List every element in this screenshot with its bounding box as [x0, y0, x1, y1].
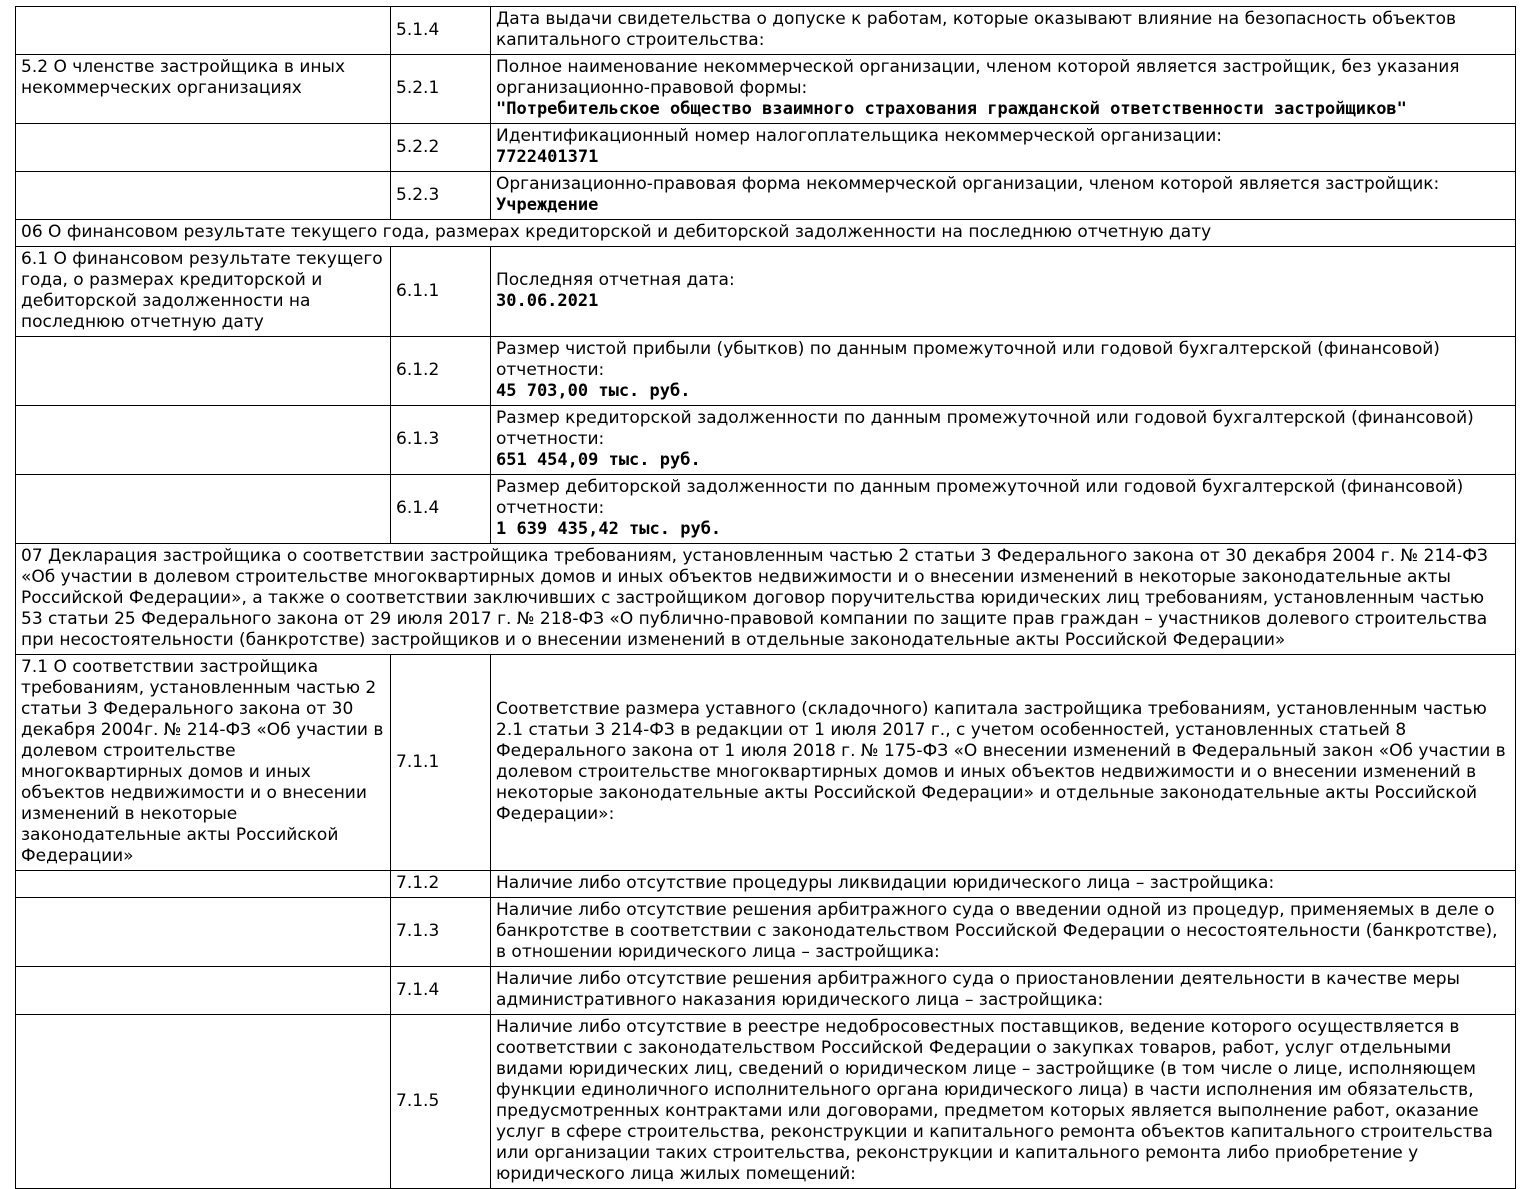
item-number: 7.1.2: [391, 871, 491, 898]
content-cell: [491, 1015, 1516, 1189]
section-header-row: [16, 544, 1516, 655]
item-number: 6.1.2: [391, 337, 491, 406]
declaration-table: [15, 6, 1516, 1189]
item-number: 6.1.4: [391, 475, 491, 544]
section-cell: [16, 124, 391, 172]
field-value: Учреждение: [496, 195, 599, 215]
section-cell: 6.1 О финансовом результате текущего года, о размерах кредиторской и дебиторской задолженности на последнюю отчетную дату: [16, 247, 391, 337]
field-value: 1 639 435,42 тыс. руб.: [496, 519, 722, 539]
field-value: 7722401371: [496, 147, 599, 167]
field-value: "Потребительское общество взаимного страхования гражданской ответственности застройщиков": [496, 99, 1407, 119]
section-header: 06 О финансовом результате текущего года, размерах кредиторской и дебиторской задолженности на последнюю отчетную дату: [16, 220, 1516, 247]
table-row: [16, 172, 1516, 220]
field-label: Идентификационный номер налогоплательщика некоммерческой организации:: [496, 126, 1222, 146]
section-cell: [16, 871, 391, 898]
table-row: [16, 124, 1516, 172]
section-cell: [16, 172, 391, 220]
field-label: Дата выдачи свидетельства о допуске к работам, которые оказывают влияние на безопасность объектов капитального строительства:: [496, 9, 1456, 50]
table-row: [16, 406, 1516, 475]
field-label: Наличие либо отсутствие решения арбитражного суда о введении одной из процедур, применяемых в деле о банкротстве в соответствии с законодательством Российской Федерации о несостоятельности (банкротстве), в отношении юридического лица – застройщика:: [496, 900, 1498, 962]
item-number: 7.1.5: [391, 1015, 491, 1189]
field-label: Соответствие размера уставного (складочного) капитала застройщика требованиям, установленным частью 2.1 статьи 3 214-ФЗ в редакции от 1 июля 2017 г., с учетом особенностей, установленных статьей 8 Федерального закона от 1 июля 2018 г. № 175-ФЗ «О внесении изменений в Федеральный закон «Об участии в долевом строительстве многоквартирных домов и иных объектов недвижимости и о внесении изменений в некоторые законодательные акты Российской Федерации» и отдельные законодательные акты Российской Федерации»:: [496, 699, 1506, 824]
table-row: [16, 1015, 1516, 1189]
content-cell: [491, 124, 1516, 172]
section-cell: 7.1 О соответствии застройщика требованиям, установленным частью 2 статьи 3 Федерального закона от 30 декабря 2004г. № 214-ФЗ «Об участии в долевом строительстве многоквартирных домов и иных объектов недвижимости и о внесении изменений в некоторые законодательные акты Российской Федерации»: [16, 655, 391, 871]
section-cell: [16, 967, 391, 1015]
item-number: 6.1.1: [391, 247, 491, 337]
table-row: [16, 871, 1516, 898]
section-cell: [16, 1015, 391, 1189]
section-header: 07 Декларация застройщика о соответствии застройщика требованиям, установленным частью 2 статьи 3 Федерального закона от 30 декабря 2004 г. № 214-ФЗ «Об участии в долевом строительстве многоквартирных домов и иных объектов недвижимости и о внесении изменений в некоторые законодательные акты Российской Федерации», а также о соответствии заключивших с застройщиком договор поручительства юридических лиц требованиям, установленным частью 53 статьи 25 Федерального закона от 29 июля 2017 г. № 218-ФЗ «О публично-правовой компании по защите прав граждан – участников долевого строительства при несостоятельности (банкротстве) застройщиков и о внесении изменений в отдельные законодательные акты Российской Федерации»: [16, 544, 1516, 655]
section-cell: [16, 7, 391, 55]
content-cell: [491, 898, 1516, 967]
content-cell: [491, 172, 1516, 220]
field-label: Размер кредиторской задолженности по данным промежуточной или годовой бухгалтерской (финансовой) отчетности:: [496, 408, 1474, 449]
content-cell: [491, 55, 1516, 124]
field-label: Наличие либо отсутствие в реестре недобросовестных поставщиков, ведение которого осуществляется в соответствии с законодательством Российской Федерации о закупках товаров, работ, услуг отдельными видами юридических лиц, сведений о юридическом лице – застройщике (в том числе о лице, исполняющем функции единоличного исполнительного органа юридического лица) в части исполнения им обязательств, предусмотренных контрактами или договорами, предметом которых является выполнение работ, оказание услуг в сфере строительства, реконструкции и капитального ремонта объектов капитального строительства или организации таких строительства, реконструкции и капитального ремонта либо приобретение у юридического лица жилых помещений:: [496, 1017, 1493, 1184]
field-label: Полное наименование некоммерческой организации, членом которой является застройщик, без указания организационно-правовой формы:: [496, 57, 1460, 98]
content-cell: [491, 475, 1516, 544]
item-number: 7.1.1: [391, 655, 491, 871]
section-header-row: [16, 220, 1516, 247]
field-label: Организационно-правовая форма некоммерческой организации, членом которой является застройщик:: [496, 174, 1440, 194]
content-cell: [491, 337, 1516, 406]
field-label: Последняя отчетная дата:: [496, 270, 735, 290]
content-cell: [491, 871, 1516, 898]
section-cell: [16, 337, 391, 406]
section-cell: [16, 475, 391, 544]
table-row: [16, 475, 1516, 544]
field-label: Наличие либо отсутствие решения арбитражного суда о приостановлении деятельности в качестве меры административного наказания юридического лица – застройщика:: [496, 969, 1460, 1010]
item-number: 5.2.2: [391, 124, 491, 172]
content-cell: [491, 967, 1516, 1015]
section-cell: [16, 898, 391, 967]
field-value: 45 703,00 тыс. руб.: [496, 381, 691, 401]
field-label: Размер дебиторской задолженности по данным промежуточной или годовой бухгалтерской (финансовой) отчетности:: [496, 477, 1464, 518]
content-cell: [491, 406, 1516, 475]
table-row: [16, 7, 1516, 55]
table-row: [16, 337, 1516, 406]
table-row: [16, 898, 1516, 967]
item-number: 5.2.3: [391, 172, 491, 220]
item-number: 5.1.4: [391, 7, 491, 55]
item-number: 7.1.3: [391, 898, 491, 967]
field-label: Размер чистой прибыли (убытков) по данным промежуточной или годовой бухгалтерской (финансовой) отчетности:: [496, 339, 1440, 380]
section-cell: [16, 406, 391, 475]
content-cell: [491, 247, 1516, 337]
item-number: 7.1.4: [391, 967, 491, 1015]
table-row: [16, 655, 1516, 871]
item-number: 6.1.3: [391, 406, 491, 475]
table-row: [16, 967, 1516, 1015]
item-number: 5.2.1: [391, 55, 491, 124]
table-row: [16, 247, 1516, 337]
section-cell: 5.2 О членстве застройщика в иных некоммерческих организациях: [16, 55, 391, 124]
content-cell: [491, 655, 1516, 871]
field-value: 651 454,09 тыс. руб.: [496, 450, 701, 470]
field-label: Наличие либо отсутствие процедуры ликвидации юридического лица – застройщика:: [496, 873, 1275, 893]
field-value: 30.06.2021: [496, 291, 599, 311]
content-cell: [491, 7, 1516, 55]
table-row: [16, 55, 1516, 124]
